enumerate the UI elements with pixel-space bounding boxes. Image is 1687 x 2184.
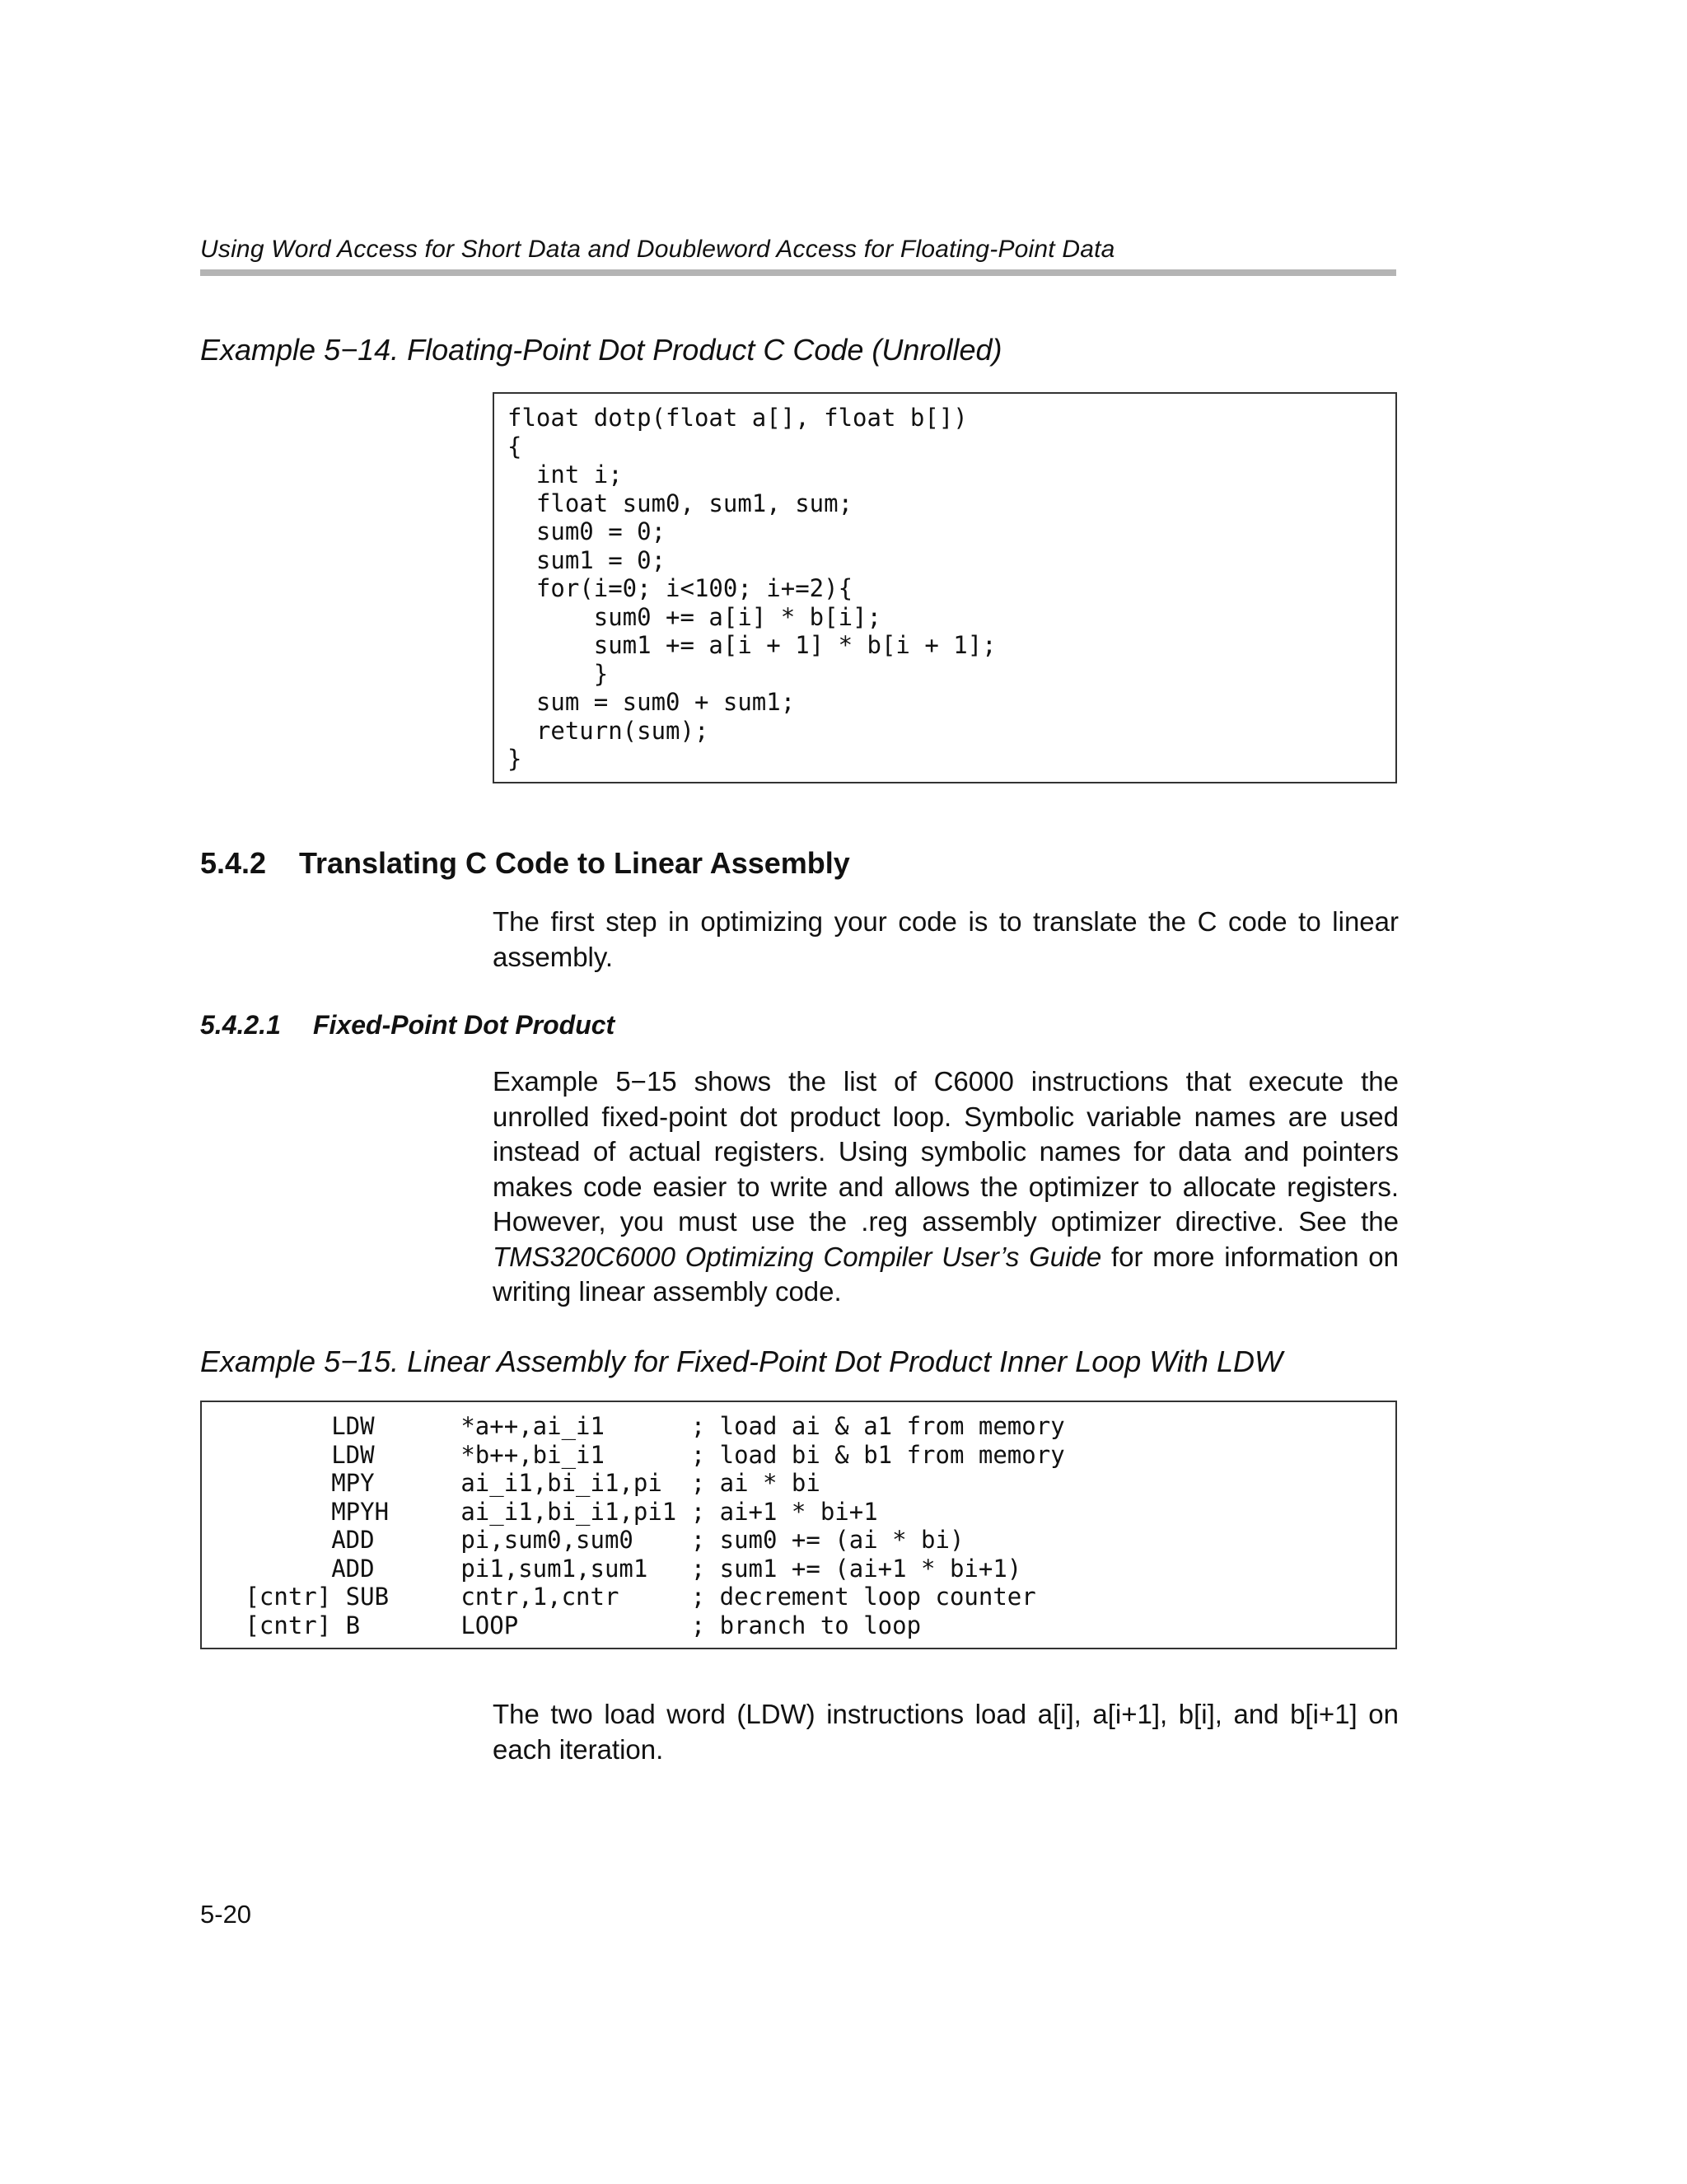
section-5-4-2-1-heading — [200, 1010, 615, 1041]
running-header: Using Word Access for Short Data and Doubleword Access for Floating-Point Data — [200, 236, 1115, 263]
paragraph-text-1: Example 5−15 shows the list of C6000 instructions that execute the unrolled fixed-point dot product loop. Symbolic variable names are used instead of actual registers. Using symbolic names for data and pointers makes code easier to write and allows the optimizer to allocate registers. However, you must use the .reg assembly optimizer directive. See the — [493, 1066, 1399, 1237]
compiler-guide-reference: TMS320C6000 Optimizing Compiler User’s Guide — [493, 1241, 1102, 1272]
example-5-15-code: LDW *a++,ai_i1 ; load ai & a1 from memory LDW *b++,bi_i1 ; load bi & b1 from memory MPY ai_i1,bi_i1,pi ; ai * bi MPYH ai_i1,bi_i1,pi1 ; ai+1 * bi+1 ADD pi,sum0,sum0 ; sum0 += (ai * bi) ADD pi1,sum1,sum1 ; sum1 += (ai+1 * bi+1) [cntr] SUB cntr,1,cntr ; decrement loop counter [cntr] B LOOP ; branch to loop — [245, 1412, 1065, 1639]
header-rule — [200, 269, 1396, 276]
page-number: 5-20 — [200, 1900, 252, 1929]
example-5-14-code: float dotp(float a[], float b[]) { int i; float sum0, sum1, sum; sum0 = 0; sum1 = 0; for(i=0; i<100; i+=2){ sum0 += a[i] * b[i]; sum1 += a[i + 1] * b[i + 1]; } sum = sum0 + sum1; return(sum); } — [507, 404, 997, 773]
section-5-4-2-1-paragraph — [493, 1064, 1399, 1310]
example-5-14-caption: Example 5−14. Floating-Point Dot Product C Code (Unrolled) — [200, 333, 1002, 367]
example-5-15-caption: Example 5−15. Linear Assembly for Fixed-Point Dot Product Inner Loop With LDW — [200, 1345, 1283, 1378]
section-title: Translating C Code to Linear Assembly — [299, 846, 850, 880]
section-number: 5.4.2 — [200, 846, 267, 880]
section-5-4-2-paragraph: The first step in optimizing your code is to translate the C code to linear assembly. — [493, 906, 1399, 972]
paragraph-text-2: for more information on writing linear assembly code. — [493, 1241, 1399, 1307]
example-5-15-followup-paragraph: The two load word (LDW) instructions load a[i], a[i+1], b[i], and b[i+1] on each iteration. — [493, 1699, 1399, 1765]
example-5-15-code-box — [200, 1401, 1397, 1649]
section-5-4-2-heading — [200, 846, 850, 881]
subsection-title: Fixed-Point Dot Product — [313, 1010, 615, 1040]
subsection-number: 5.4.2.1 — [200, 1010, 281, 1040]
example-5-14-code-box — [493, 392, 1397, 783]
